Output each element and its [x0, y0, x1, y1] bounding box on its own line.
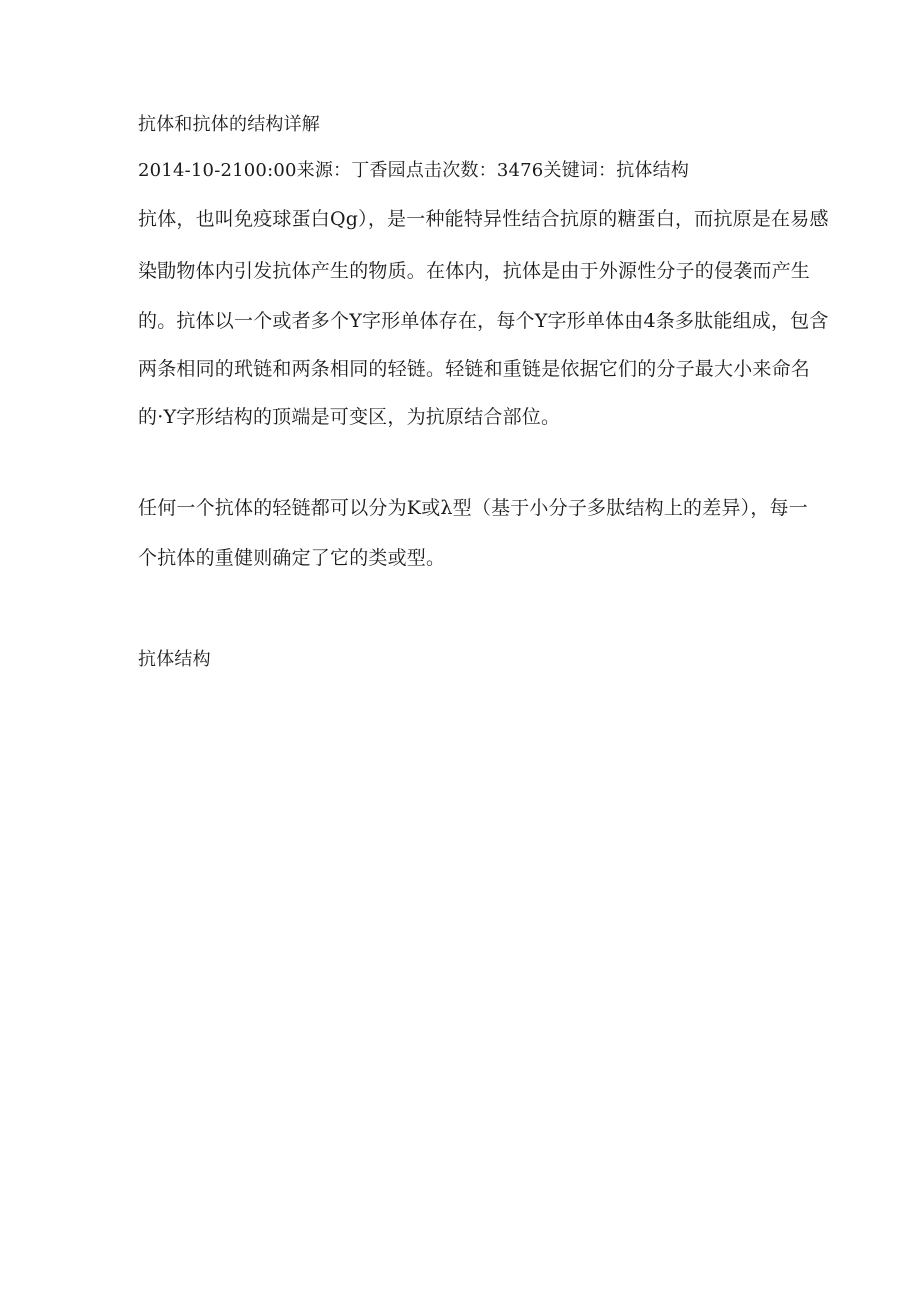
article-title: 抗体和抗体的结构详解 — [138, 114, 320, 135]
paragraph-line: 的。抗体以一个或者多个Y字形单体存在，每个Y字形单体由4条多肽能组成，包含 — [138, 310, 829, 332]
paragraph-line: 个抗体的重健则确定了它的类或型。 — [138, 547, 446, 569]
paragraph-line: 抗体，也叫免疫球蛋白Qg），是一种能特异性结合抗原的糖蛋白，而抗原是在易感 — [138, 208, 829, 230]
paragraph-line: 任何一个抗体的轻链都可以分为K或λ型（基于小分子多肽结构上的差异），每一 — [138, 497, 808, 519]
paragraph-line: 的·Y字形结构的顶端是可变区，为抗原结合部位。 — [138, 406, 561, 428]
paragraph-line: 两条相同的玳链和两条相同的轻链。轻链和重链是依据它们的分子最大小来命名 — [138, 358, 811, 380]
article-meta: 2014-10-2100:00来源：丁香园点击次数：3476关键词：抗体结构 — [138, 160, 690, 181]
paragraph-line: 染勖物体内引发抗体产生的物质。在体内，抗体是由于外源性分子的侵袭而产生 — [138, 260, 811, 282]
section-heading: 抗体结构 — [138, 649, 211, 670]
